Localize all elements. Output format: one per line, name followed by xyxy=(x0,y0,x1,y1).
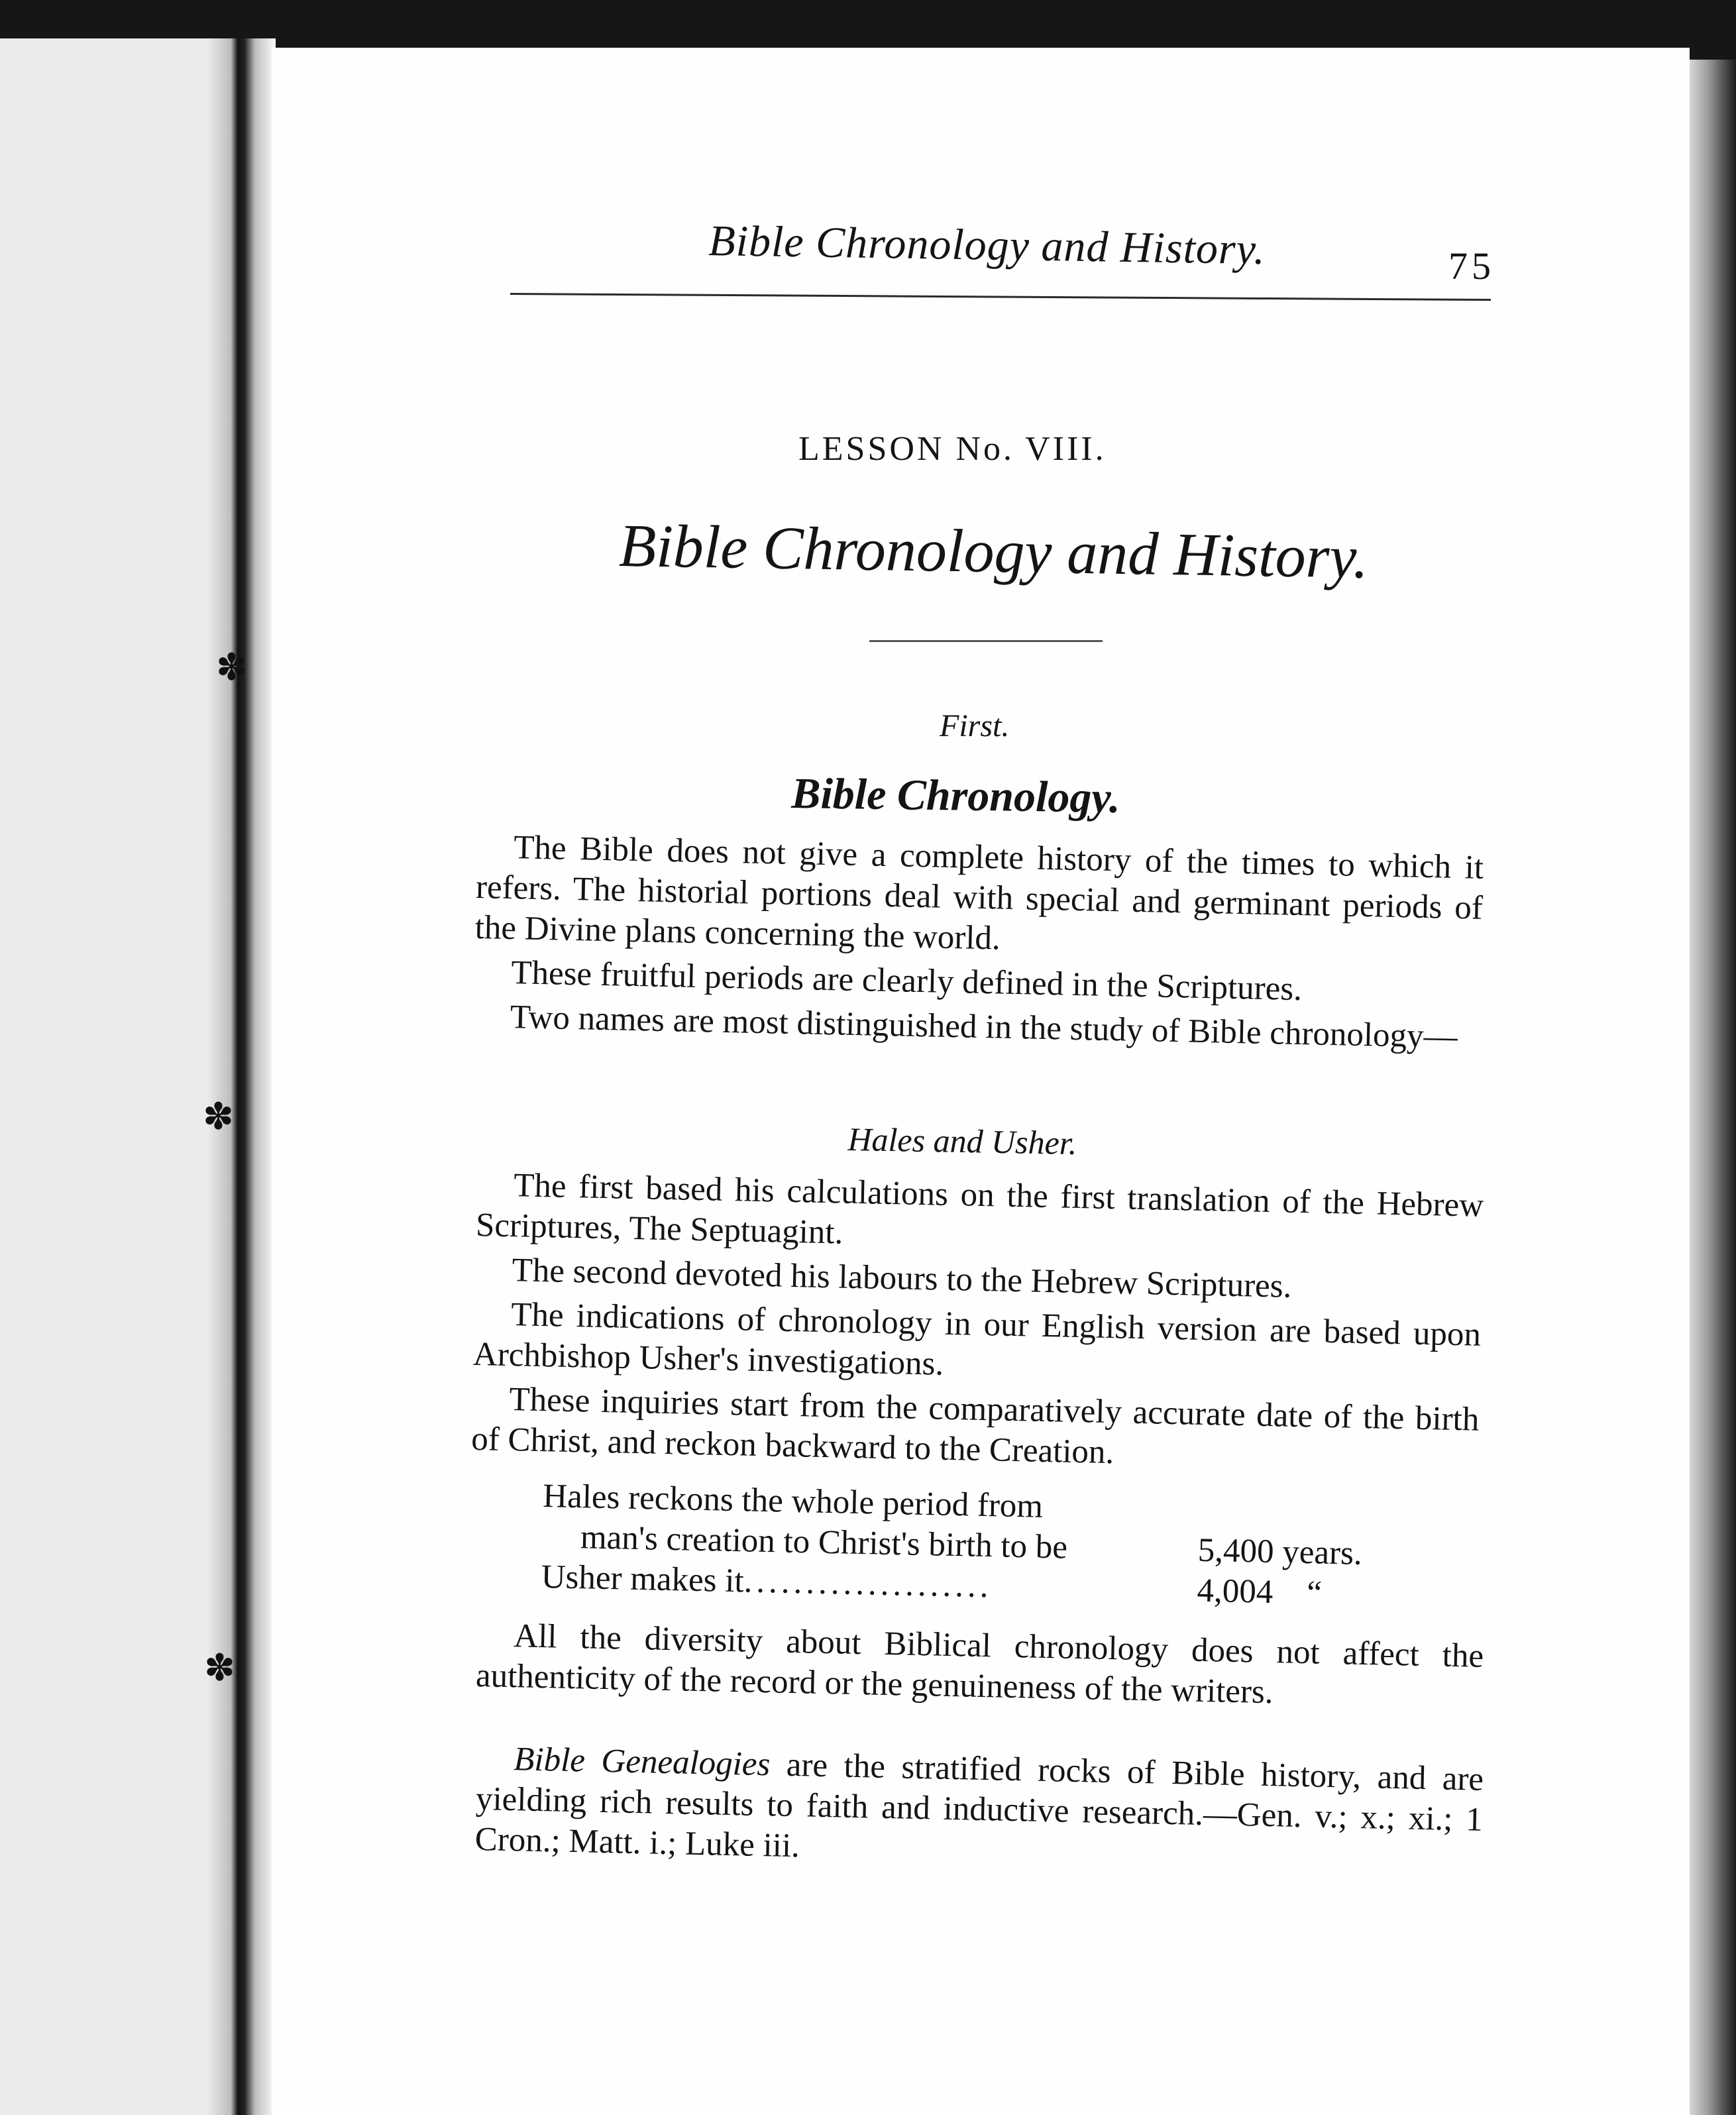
paragraph: The indications of chronology in our English version are based upon Archbishop Usher's investigations. xyxy=(472,1296,1482,1383)
genealogies-text: are the stratified rocks of Bible history, and are yielding rich results to faith and inductive research.—Gen. v.; x.; xi.; 1 Cron.; Matt. i.; Luke iii. xyxy=(474,1746,1484,1865)
paragraph xyxy=(474,1739,1484,1881)
lesson-label: LESSON No. VIII. xyxy=(798,430,1107,468)
calc-label: Usher makes it xyxy=(541,1558,745,1600)
paragraph-text: The first based his calculations on the first translation of the Hebrew Scriptures, The Septuagint. xyxy=(475,1167,1484,1252)
chronology-calculation xyxy=(541,1476,1405,1615)
calc-value xyxy=(1197,1571,1323,1614)
running-header-title: Bible Chronology and History. xyxy=(708,216,1266,274)
ditto-mark: “ xyxy=(1306,1574,1323,1612)
paragraph: These inquiries start from the comparatively accurate date of the birth of Christ, and reckon backward to the Creation. xyxy=(470,1381,1480,1472)
binding-stitch: ✽ xyxy=(203,1097,234,1138)
paragraph: The Bible does not give a complete history of the times to which it refers. The historial portions deal with special and germinant periods of the Divine plans concerning the world. xyxy=(474,829,1484,957)
calc-label: Hales reckons the whole period from xyxy=(542,1477,1044,1525)
paragraph: All the diversity about Biblical chronology does not affect the authenticity of the record or the genuineness of the writers. xyxy=(475,1617,1484,1711)
book-gutter xyxy=(207,38,276,2115)
text-block-intro xyxy=(472,827,1484,1062)
leader-dots: .................... xyxy=(743,1562,993,1605)
page-edge xyxy=(1690,60,1736,2115)
text-block-scholars xyxy=(471,1165,1484,1485)
paragraph: Two names are most distinguished in the study of Bible chronology— xyxy=(510,999,1458,1056)
calc-label: man's creation to Christ's birth to be xyxy=(580,1519,1068,1566)
title-divider xyxy=(869,640,1103,642)
binding-stitch: ✽ xyxy=(204,1648,235,1689)
calc-number: 4,004 xyxy=(1197,1572,1274,1611)
binding-stitch: ✽ xyxy=(216,647,247,688)
paragraph: These fruitful periods are clearly defined in the Scriptures. xyxy=(510,954,1303,1008)
text-block-genealogies xyxy=(474,1739,1484,1885)
section-marker: First. xyxy=(940,708,1010,743)
names-heading: Hales and Usher. xyxy=(847,1120,1077,1162)
genealogies-lead: Bible Genealogies xyxy=(513,1741,771,1784)
section-title: Bible Chronology. xyxy=(790,769,1121,822)
paragraph: The second devoted his labours to the Hebrew Scriptures. xyxy=(512,1252,1292,1305)
lesson-title: Bible Chronology and History. xyxy=(618,511,1370,591)
facing-page xyxy=(0,38,242,2115)
page-number: 75 xyxy=(1448,244,1495,288)
calc-value: 5,400 years. xyxy=(1197,1531,1363,1572)
